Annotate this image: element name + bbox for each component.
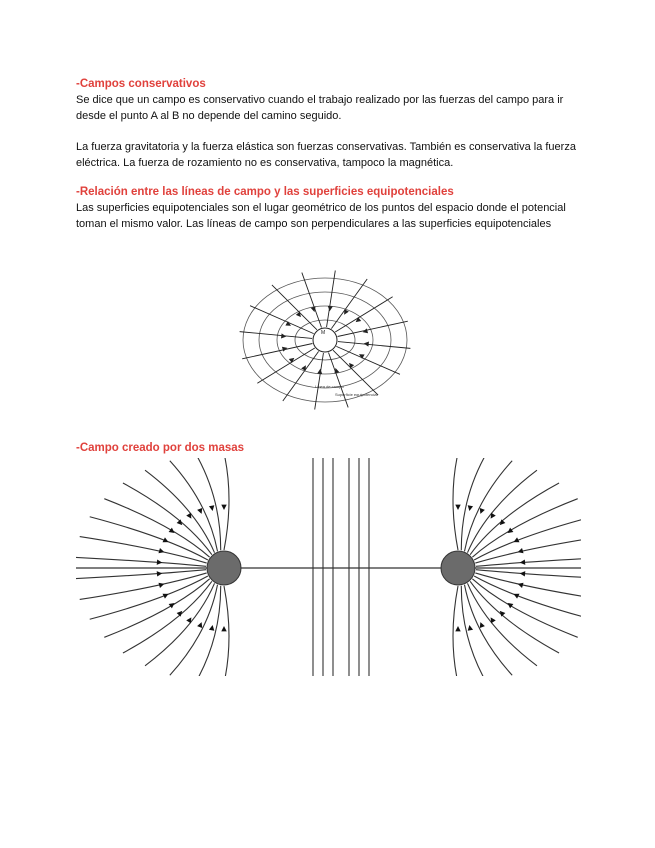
field-line: [472, 579, 577, 637]
field-arrow: [364, 329, 368, 332]
field-arrow: [520, 571, 526, 576]
field-line: [302, 273, 322, 328]
field-line: [336, 346, 400, 374]
mass-left: [207, 551, 241, 585]
central-mass-label: M: [321, 330, 326, 336]
field-arrow: [302, 366, 305, 370]
field-arrow: [491, 617, 496, 623]
field-arrow: [221, 505, 226, 510]
field-arrow: [480, 508, 485, 514]
field-line: [224, 458, 229, 550]
field-arrow: [197, 622, 202, 628]
field-arrow: [350, 364, 354, 368]
field-arrow: [209, 625, 214, 631]
field-arrow: [491, 513, 496, 519]
field-line: [104, 579, 209, 637]
field-line: [461, 458, 485, 550]
equipotential-surface-label: Superficie equipotencial: [335, 392, 378, 397]
field-line: [475, 573, 581, 600]
field-line: [461, 586, 485, 676]
field-arrow: [186, 513, 191, 519]
field-arrow: [283, 347, 287, 350]
field-line: [123, 483, 212, 555]
field-line: [90, 517, 208, 560]
field-arrow: [468, 625, 473, 631]
field-arrow: [197, 508, 202, 514]
heading-campos-conservativos: -Campos conservativos: [76, 78, 206, 90]
field-line: [453, 458, 458, 550]
field-line: [196, 458, 220, 550]
field-arrow: [297, 312, 301, 316]
field-line-label: Línea de campo: [315, 384, 344, 389]
mass-right: [441, 551, 475, 585]
field-arrow: [455, 505, 460, 510]
field-arrow: [312, 307, 315, 311]
two-masses-figure: [76, 458, 581, 676]
field-line: [474, 576, 581, 619]
radial-field-figure: [237, 262, 413, 412]
paragraph-definition: Se dice que un campo es conservativo cuando el trabajo realizado por las fuerzas del campo para ir desde el punto A al B no depende del camino seguido.: [76, 94, 564, 122]
field-arrow: [468, 505, 473, 511]
field-line: [104, 499, 209, 557]
field-arrow: [186, 617, 191, 623]
paragraph-conservative-forces: La fuerza gravitatoria y la fuerza elástica son fuerzas conservativas. También es conservativa la fuerza eléctrica. La fuerza de rozamiento no es conservativa, tampoco la magnética.: [76, 141, 576, 169]
field-arrow: [157, 559, 163, 564]
field-line: [283, 351, 319, 401]
field-arrow: [360, 355, 364, 358]
heading-relacion-lineas: -Relación entre las líneas de campo y las superficies equipotenciales: [76, 186, 454, 198]
field-arrow: [221, 626, 226, 631]
field-arrow: [345, 310, 348, 314]
field-line: [240, 332, 312, 339]
field-line: [250, 306, 314, 334]
field-line: [472, 499, 577, 557]
field-arrow: [157, 571, 163, 576]
field-line: [331, 279, 367, 329]
field-line: [76, 557, 206, 566]
field-line: [329, 353, 349, 408]
field-line: [315, 353, 324, 410]
field-arrow: [209, 505, 214, 511]
field-line: [474, 517, 581, 560]
field-arrow: [480, 622, 485, 628]
field-line: [123, 581, 212, 653]
field-line: [196, 586, 220, 676]
field-line: [470, 483, 559, 555]
field-line: [90, 576, 208, 619]
paragraph-equipotential: Las superficies equipotenciales son el lugar geométrico de los puntos del espacio donde el potencial toman el mismo valor. Las líneas de campo son perpendiculares a las superficies equipotenciales: [76, 202, 566, 230]
field-line: [338, 342, 410, 349]
field-line: [475, 537, 581, 564]
field-arrow: [282, 334, 286, 338]
field-line: [76, 570, 206, 579]
field-arrow: [286, 322, 290, 325]
field-arrow: [365, 342, 369, 346]
field-arrow: [520, 559, 526, 564]
field-line: [470, 581, 559, 653]
field-arrow: [335, 369, 338, 373]
field-arrow: [455, 626, 460, 631]
field-line: [327, 271, 336, 328]
heading-campo-dos-masas: -Campo creado por dos masas: [76, 442, 245, 454]
